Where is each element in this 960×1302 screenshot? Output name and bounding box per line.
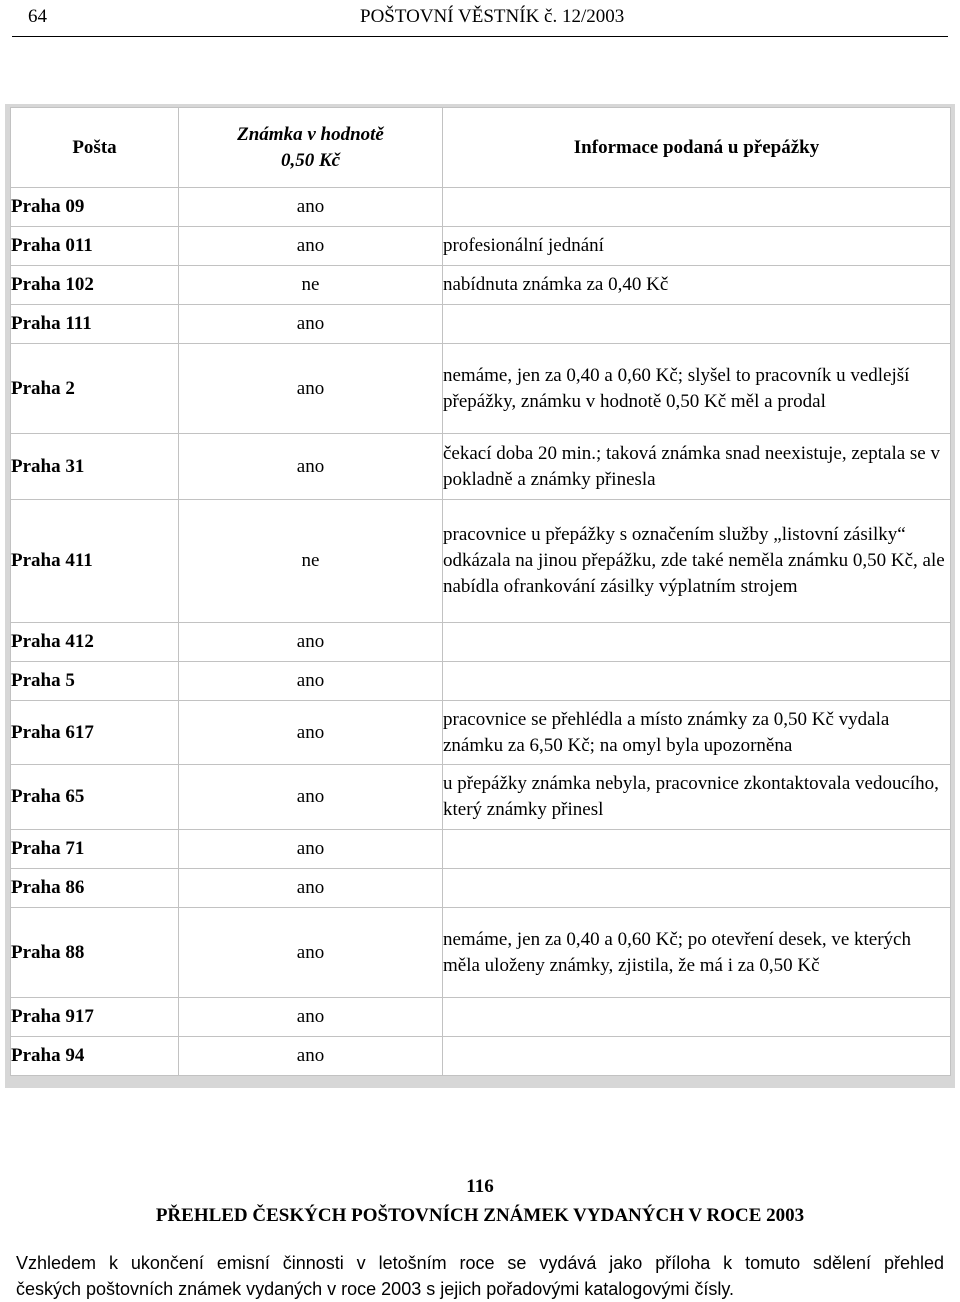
cell-posta: Praha 011: [11, 227, 179, 266]
cell-info: [443, 662, 951, 701]
cell-stamp: ne: [179, 500, 443, 623]
cell-info: [443, 998, 951, 1037]
cell-stamp: ne: [179, 266, 443, 305]
cell-info: [443, 623, 951, 662]
table-row: [11, 662, 951, 701]
cell-info: [443, 188, 951, 227]
cell-stamp: ano: [179, 434, 443, 500]
cell-posta: Praha 31: [11, 434, 179, 500]
cell-posta: Praha 86: [11, 869, 179, 908]
table-row: [11, 266, 951, 305]
page-header: [12, 0, 948, 37]
cell-info: [443, 830, 951, 869]
cell-info: pracovnice u přepážky s označením služby „listovní zásilky“ odkázala na jinou přepážku, zde také neměla známku 0,50 Kč, ale nabídla ofrankování zásilky výplatním strojem: [443, 500, 951, 623]
cell-posta: Praha 71: [11, 830, 179, 869]
survey-table: [10, 107, 951, 1076]
cell-posta: Praha 5: [11, 662, 179, 701]
cell-info: nabídnuta známka za 0,40 Kč: [443, 266, 951, 305]
cell-stamp: ano: [179, 701, 443, 765]
table-row: [11, 701, 951, 765]
cell-info: nemáme, jen za 0,40 a 0,60 Kč; po otevření desek, ve kterých měla uloženy známky, zjistila, že má i za 0,50 Kč: [443, 908, 951, 998]
cell-info: čekací doba 20 min.; taková známka snad neexistuje, zeptala se v pokladně a známky přinesla: [443, 434, 951, 500]
survey-table-frame: [5, 104, 955, 1088]
cell-stamp: ano: [179, 998, 443, 1037]
cell-stamp: ano: [179, 623, 443, 662]
journal-title: POŠTOVNÍ VĚSTNÍK č. 12/2003: [360, 6, 625, 27]
cell-posta: Praha 111: [11, 305, 179, 344]
cell-info: profesionální jednání: [443, 227, 951, 266]
cell-stamp: ano: [179, 1037, 443, 1076]
column-header-stamp-line1: Známka v hodnotě: [237, 123, 384, 145]
column-header-info: Informace podaná u přepážky: [443, 108, 951, 188]
cell-posta: Praha 412: [11, 623, 179, 662]
table-header-row: [11, 108, 951, 188]
catalog-number: 116: [466, 1176, 494, 1197]
cell-stamp: ano: [179, 765, 443, 830]
table-row: [11, 434, 951, 500]
cell-posta: Praha 09: [11, 188, 179, 227]
column-header-stamp: [179, 108, 443, 188]
table-row: [11, 869, 951, 908]
cell-info: [443, 305, 951, 344]
cell-info: u přepážky známka nebyla, pracovnice zkontaktovala vedoucího, který známky přinesl: [443, 765, 951, 830]
table-row: [11, 1037, 951, 1076]
table-row: [11, 998, 951, 1037]
cell-stamp: ano: [179, 188, 443, 227]
cell-info: pracovnice se přehlédla a místo známky za 0,50 Kč vydala známku za 6,50 Kč; na omyl byla upozorněna: [443, 701, 951, 765]
table-row: [11, 305, 951, 344]
supplement-title: PŘEHLED ČESKÝCH POŠTOVNÍCH ZNÁMEK VYDANÝCH V ROCE 2003: [155, 1205, 805, 1226]
page-number: 64: [28, 6, 47, 27]
cell-stamp: ano: [179, 869, 443, 908]
cell-posta: Praha 65: [11, 765, 179, 830]
cell-posta: Praha 617: [11, 701, 179, 765]
table-row: [11, 344, 951, 434]
cell-info: [443, 1037, 951, 1076]
table-row: [11, 765, 951, 830]
column-header-stamp-line2: 0,50 Kč: [280, 149, 341, 171]
table-row: [11, 908, 951, 998]
cell-info: nemáme, jen za 0,40 a 0,60 Kč; slyšel to pracovník u vedlejší přepážky, známku v hodnotě 0,50 Kč měl a prodal: [443, 344, 951, 434]
cell-posta: Praha 102: [11, 266, 179, 305]
cell-posta: Praha 917: [11, 998, 179, 1037]
cell-posta: Praha 411: [11, 500, 179, 623]
table-row: [11, 830, 951, 869]
cell-posta: Praha 2: [11, 344, 179, 434]
cell-stamp: ano: [179, 662, 443, 701]
cell-posta: Praha 88: [11, 908, 179, 998]
cell-info: [443, 869, 951, 908]
supplement-note-line2: českých poštovních známek vydaných v roce 2003 s jejich pořadovými katalogovými čísly.: [16, 1279, 734, 1299]
cell-stamp: ano: [179, 344, 443, 434]
cell-stamp: ano: [179, 227, 443, 266]
cell-stamp: ano: [179, 305, 443, 344]
cell-stamp: ano: [179, 908, 443, 998]
table-row: [11, 500, 951, 623]
table-row: [11, 188, 951, 227]
supplement-note: [16, 1250, 944, 1302]
cell-posta: Praha 94: [11, 1037, 179, 1076]
column-header-posta: Pošta: [11, 108, 179, 188]
supplement-note-line1: Vzhledem k ukončení emisní činnosti v letošním roce se vydává jako příloha k tomuto sdělení přehled: [16, 1253, 944, 1273]
cell-stamp: ano: [179, 830, 443, 869]
table-row: [11, 623, 951, 662]
table-row: [11, 227, 951, 266]
